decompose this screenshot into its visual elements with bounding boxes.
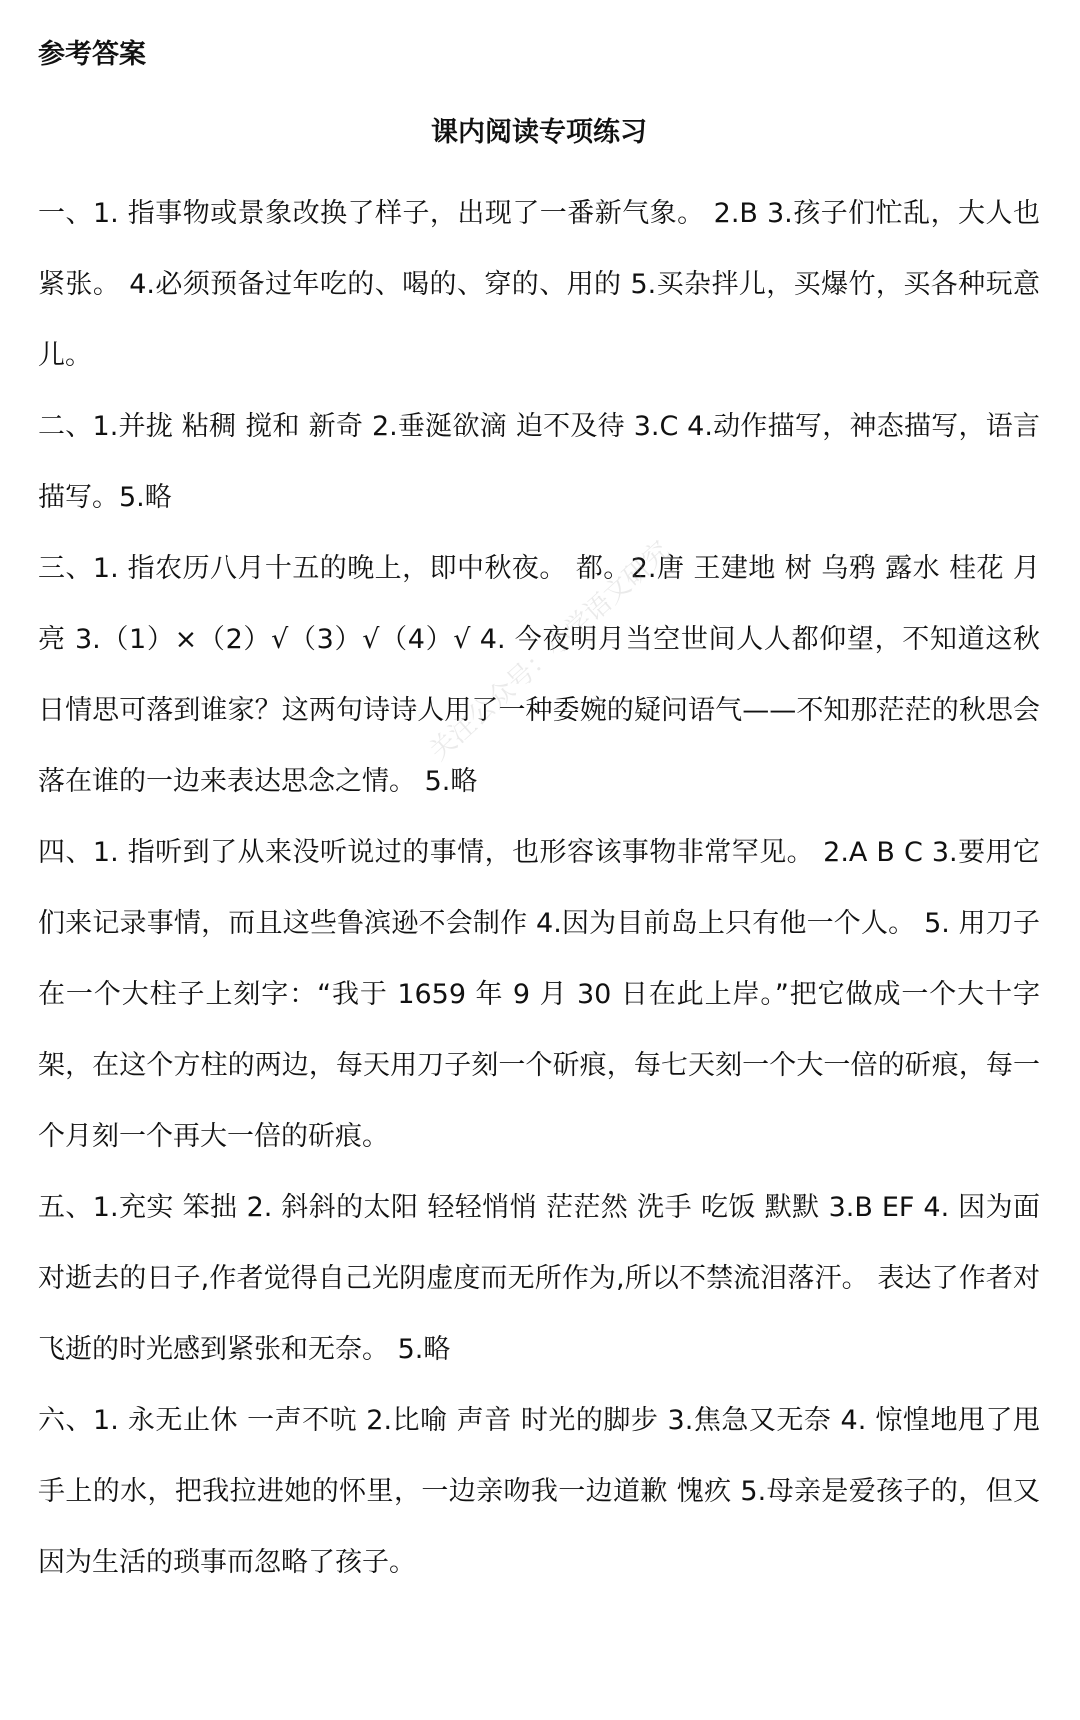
page-title: 参考答案 — [38, 39, 146, 70]
answer-section-6: 六、1. 永无止休 一声不吭 2.比喻 声音 时光的脚步 3.焦急又无奈 4. 惊惶地甩了甩手上的水，把我拉进她的怀里，一边亲吻我一边道歉 愧疚 5.母亲是爱孩子的，但又因为生活的琐事而忽略了孩子。 — [38, 1405, 1040, 1578]
watermark: 关注公众号：小学语文研究 — [424, 535, 676, 767]
document-title: 课内阅读专项练习 — [431, 117, 647, 148]
answer-section-1: 一、1. 指事物或景象改换了样子，出现了一番新气象。 2.B 3.孩子们忙乱，大人也紧张。 4.必须预备过年吃的、喝的、穿的、用的 5.买杂拌儿，买爆竹，买各种玩意儿。 — [38, 198, 1040, 371]
answer-section-4: 四、1. 指听到了从来没听说过的事情，也形容该事物非常罕见。 2.A B C 3.要用它们来记录事情，而且这些鲁滨逊不会制作 4.因为目前岛上只有他一个人。 5. 用刀子在一个大柱子上刻字：“我于 1659 年 9 月 30 日在此上岸。”把它做成一个大十字架，在这个方柱的两边，每天用刀子刻一个斫痕，每七天刻一个大一倍的斫痕，每一个月刻一个再大一倍的斫痕。 — [38, 837, 1040, 1152]
answer-list — [38, 178, 1040, 1598]
answer-section-2: 二、1.并拢 粘稠 搅和 新奇 2.垂涎欲滴 迫不及待 3.C 4.动作描写，神态描写，语言描写。5.略 — [38, 411, 1040, 513]
answer-section-3: 三、1. 指农历八月十五的晚上，即中秋夜。 都。2.唐 王建地 树 乌鸦 露水 桂花 月亮 3.（1）×（2）√（3）√（4）√ 4. 今夜明月当空世间人人都仰望，不知道这秋日情思可落到谁家？这两句诗诗人用了一种委婉的疑问语气——不知那茫茫的秋思会落在谁的一边来表达思念之情。 5.略 — [38, 553, 1040, 797]
answer-section-5: 五、1.充实 笨拙 2. 斜斜的太阳 轻轻悄悄 茫茫然 洗手 吃饭 默默 3.B EF 4. 因为面对逝去的日子,作者觉得自己光阴虚度而无所作为,所以不禁流泪落汗。 表达了作者对飞逝的时光感到紧张和无奈。 5.略 — [38, 1192, 1040, 1365]
